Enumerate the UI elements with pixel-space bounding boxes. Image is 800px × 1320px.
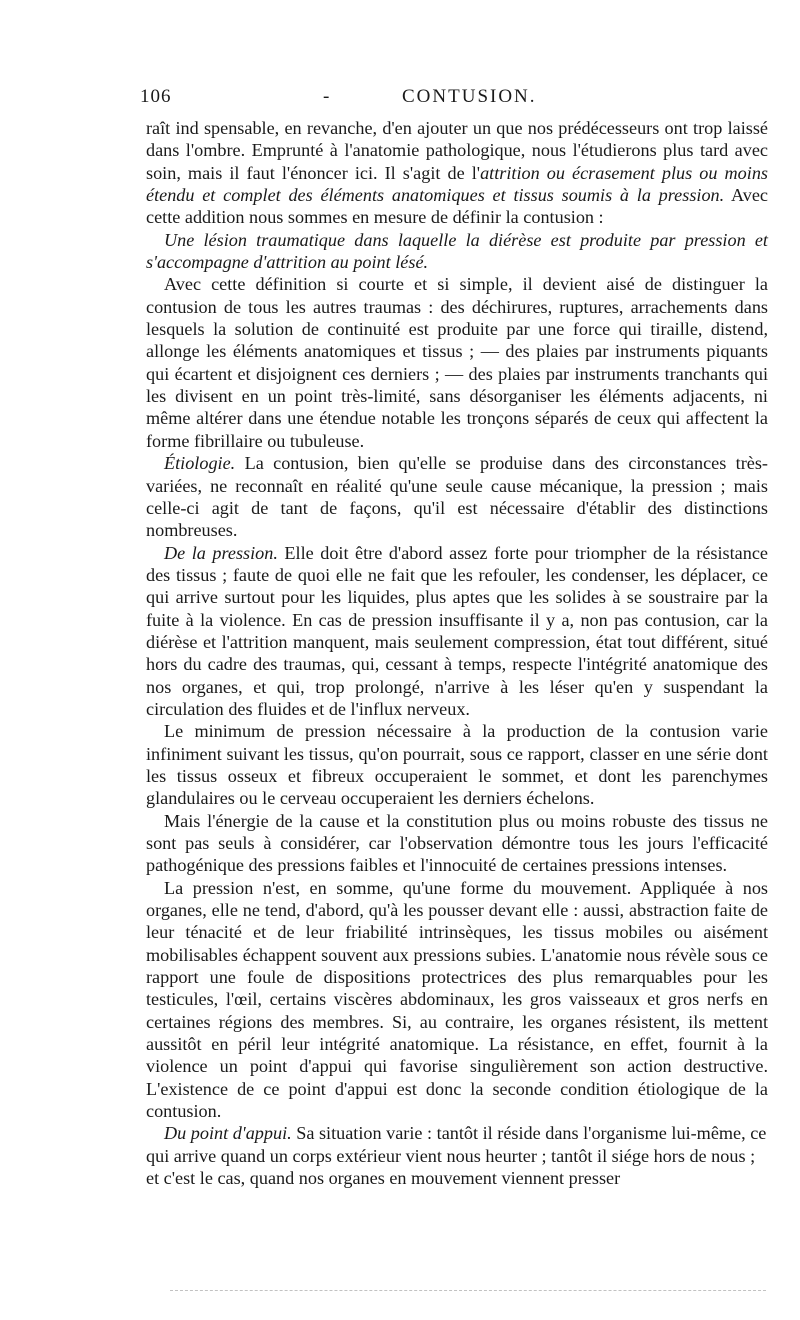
italic-text: De la pression. (164, 542, 278, 563)
paragraph (146, 117, 768, 229)
bottom-margin-rule (170, 1290, 766, 1291)
text-run: Le minimum de pression nécessaire à la production de la contusion varie infiniment suivant les tissus, qu'on pourrait, sous ce rapport, classer en une série dont les tissus osseux et fibreux occuperaient le sommet, et dont les parenchymes glandulaires ou le cerveau occuperaient les derniers échelons. (146, 721, 768, 809)
paragraph (146, 542, 768, 721)
italic-text: Une lésion traumatique dans laquelle la diérèse est produite par pression et s'accompagne d'attrition au point lésé. (146, 229, 768, 273)
paragraph (146, 273, 768, 452)
text-run: Mais l'énergie de la cause et la constitution plus ou moins robuste des tissus ne sont pas seuls à considérer, car l'observation démontre tous les jours l'efficacité pathogénique des pressions faibles et l'innocuité de certaines pressions intenses. (146, 810, 768, 876)
italic-text: Du point d'appui. (164, 1123, 292, 1144)
italic-text: attrition ou écrasement plus ou moins étendu et complet des éléments anatomiques et tissus soumis à la pression. (146, 162, 768, 206)
italic-text: Étiologie. (164, 453, 236, 474)
text-run: raît ind spensable, en revanche, d'en ajouter un que nos prédécesseurs ont trop laissé dans l'ombre. Emprunté à l'anatomie pathologique, nous l'étudierons plus tard avec soin, mais il faut l'énoncer ici. Il s'agit de l' (146, 118, 768, 183)
header-dash: - (323, 86, 331, 107)
paragraph (146, 1122, 768, 1189)
text-run: Elle doit être d'abord assez forte pour triompher de la résistance des tissus ; faute de quoi elle ne fait que les refouler, les condenser, les déplacer, ce qui arrive surtout pour les liquides, plus aptes que les solides à se soustraire par la fuite à la violence. En cas de pression insuffisante il y a, non pas contusion, car la diérèse et l'attrition manquent, mais seulement compression, état tout différent, situé hors du cadre des traumas, qui, cessant à temps, respecte l'intégrité anatomique des nos organes, et qui, trop prolongé, n'arrive à les léser qu'en y suspendant la circulation des fluides et de l'influx nerveux. (146, 542, 768, 719)
running-title: CONTUSION. (402, 86, 537, 107)
paragraph (146, 877, 768, 1123)
text-run: Avec cette addition nous sommes en mesure de définir la contusion : (146, 185, 768, 228)
body-text (146, 117, 768, 1190)
paragraph (146, 229, 768, 274)
text-run: La pression n'est, en somme, qu'une forme du mouvement. Appliquée à nos organes, elle ne tend, d'abord, qu'à les pousser devant elle : aussi, abstraction faite de leur ténacité et de leur friabilité intrinsèques, les tissus mobiles ou aisément mobilisables échappent souvent aux pressions subies. L'anatomie nous révèle sous ce rapport une foule de dispositions protectrices des plus remarquables pour les testicules, l'œil, certains viscères abdominaux, les gros vaisseaux et gros nerfs en certaines régions des membres. Si, au contraire, les organes résistent, ils mettent aussitôt en péril leur intégrité anatomique. La résistance, en effet, fournit à la violence un point d'appui qui favorise singulièrement son action destructive. L'existence de ce point d'appui est donc la seconde condition étiologique de la contusion. (146, 877, 768, 1122)
page-number: 106 (140, 86, 172, 107)
text-run: La contusion, bien qu'elle se produise dans des circonstances très-variées, ne reconnaît en réalité qu'une seule cause mécanique, la pression ; mais celle-ci agit de tant de façons, qu'il est nécessaire d'établir des distinctions nombreuses. (146, 453, 768, 541)
paragraph (146, 720, 768, 809)
text-run: Avec cette définition si courte et si simple, il devient aisé de distinguer la contusion de tous les autres traumas : des déchirures, ruptures, arrachements dans lesquels la solution de continuité est produite par une force qui tiraille, distend, allonge les éléments anatomiques et tissus ; — des plaies par instruments piquants qui écartent et disjoignent ces derniers ; — des plaies par instruments tranchants qui les divisent en un point très-limité, sans désorganiser les éléments adjacents, ni même altérer dans une étendue notable les tronçons séparés de ceux qui affectent la forme fibrillaire ou tubuleuse. (146, 274, 768, 451)
text-run: Sa situation varie : tantôt il réside dans l'organisme lui-même, ce qui arrive quand un corps extérieur vient nous heurter ; tantôt il siége hors de nous ; et c'est le cas, quand nos organes en mouvement viennent presser (146, 1123, 767, 1189)
paragraph (146, 452, 768, 541)
paragraph (146, 810, 768, 877)
running-header (140, 86, 770, 114)
